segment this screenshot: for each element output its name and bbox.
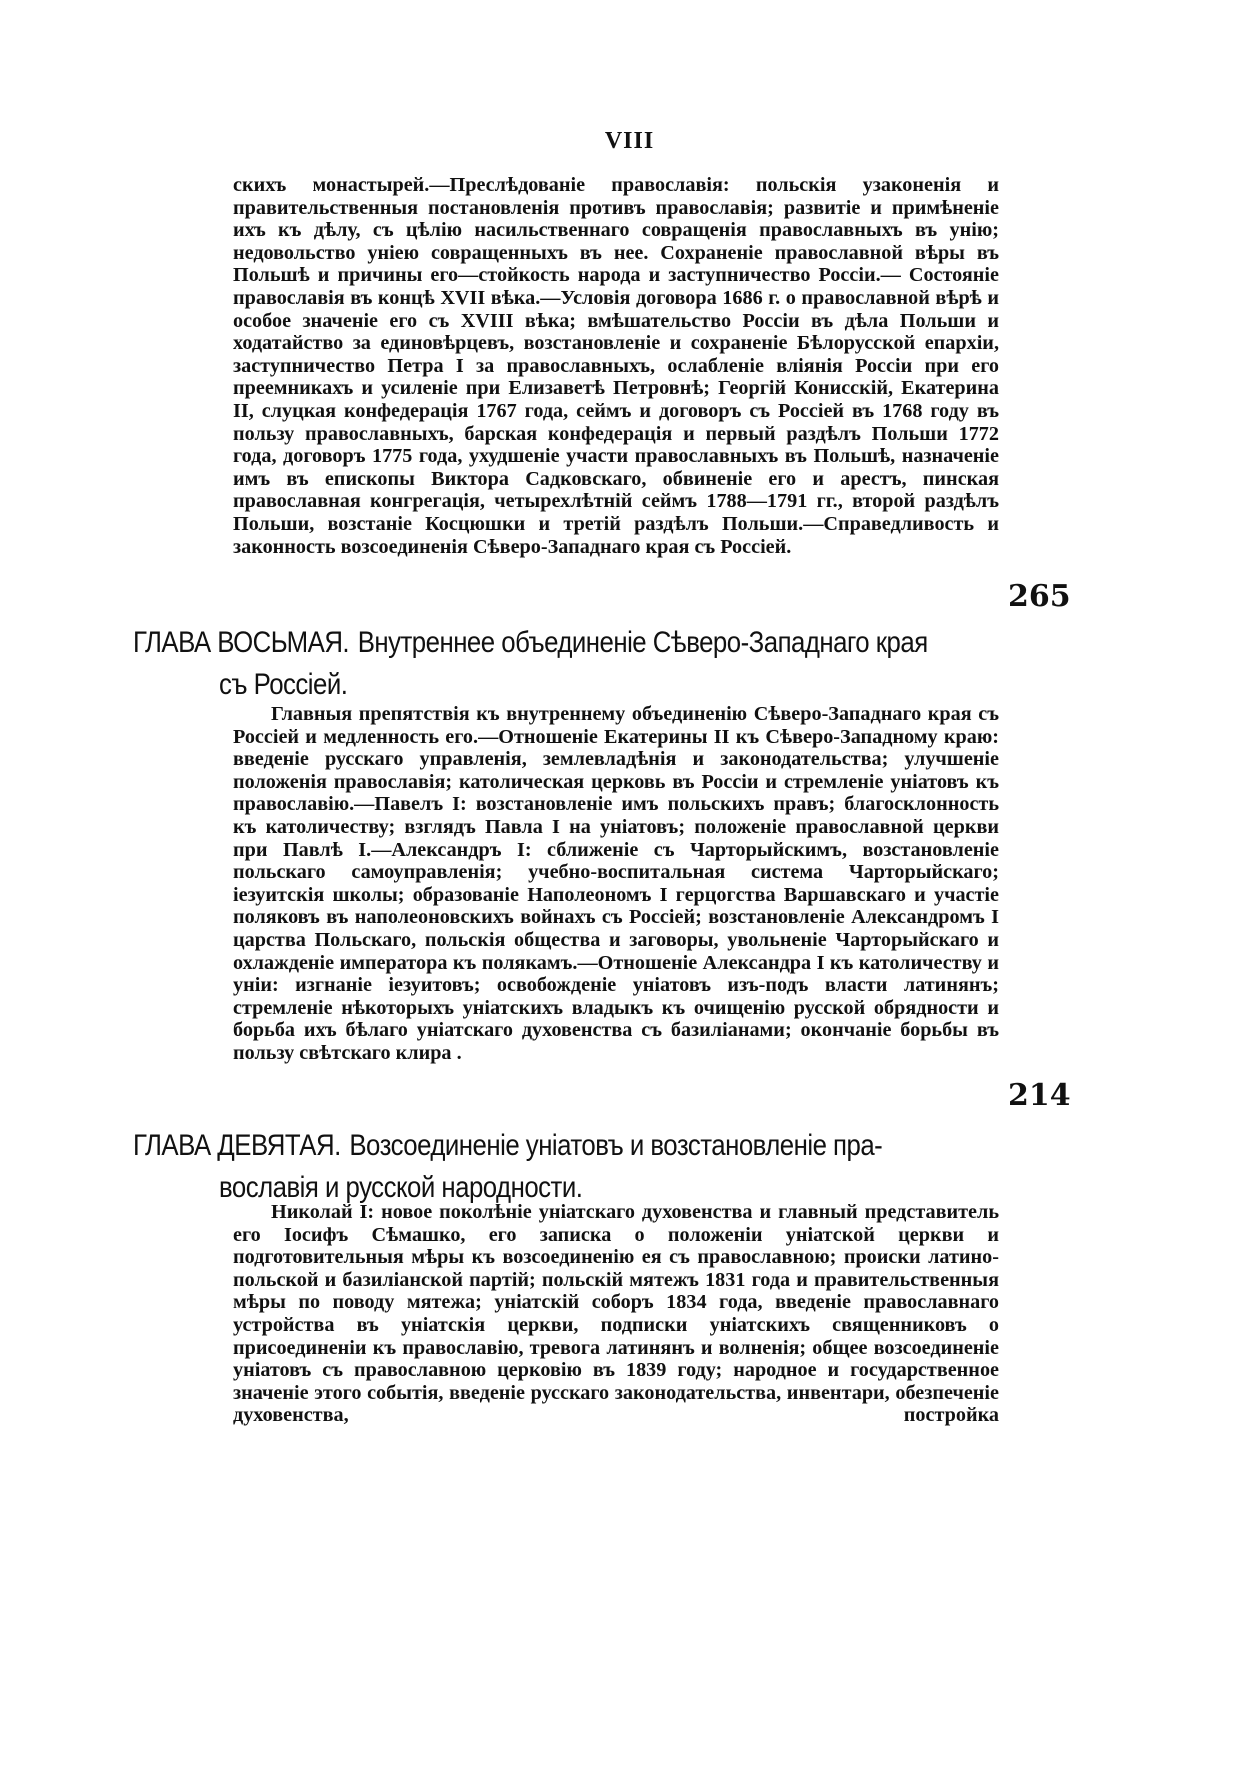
section-prev-page-ref: 265 [1008,579,1071,614]
chapter-8-title-line1: Внутреннее объединеніе Сѣверо-Западнаго края [357,626,928,659]
chapter-9-heading [133,1125,883,1209]
chapter-9-label: ГЛАВА ДЕВЯТАЯ. [133,1129,341,1162]
chapter-8-label: ГЛАВА ВОСЬМАЯ. [133,626,350,659]
chapter-8-title-line2: съ Россіей. [219,668,348,701]
page-number: VIII [604,128,655,154]
chapter-9-title-line2: вославія и русской народности. [219,1171,583,1204]
chapter-9-body: Николай I: новое поколѣніе уніатскаго духовенства и главный представитель его Іосифъ Сѣмашко, его записка о положеніи уніатской церкви и подготовительныя мѣры къ возсоединенію ея съ православною; происки латино-польской и базиліанской партій; польскій мятежъ 1831 года и правительственныя мѣры по поводу мятежа; уніатскій соборъ 1834 года, введеніе православнаго устройства въ уніатскія церкви, подписки уніатскихъ священниковъ о присоединеніи къ православію, тревога латинянъ и волненія; общее возсоединеніе уніатовъ съ православною церковію въ 1839 году; народное и государственное значеніе этого событія, введеніе русскаго законодательства, инвентари, обезпеченіе духовенства, постройка [233,1201,999,1427]
chapter-8-body: Главныя препятствія къ внутреннему объединенію Сѣверо-Западнаго края съ Россіей и медленность его.—Отношеніе Екатерины II къ Сѣверо-Западному краю: введеніе русскаго управленія, землевладѣнія и законодательства; улучшеніе положенія православія; католическая церковь въ Россіи и стремленіе уніатовъ къ православію.—Павелъ I: возстановленіе имъ польскихъ правъ; благосклонность къ католичеству; взглядъ Павла I на уніатовъ; положеніе православной церкви при Павлѣ I.—Александръ I: сближеніе съ Чарторыйскимъ, возстановленіе польскаго самоуправленія; учебно-воспитальная система Чарторыйскаго; іезуитскія школы; образованіе Наполеономъ I герцогства Варшавскаго и участіе поляковъ въ наполеоновскихъ войнахъ съ Россіей; возстановленіе Александромъ I царства Польскаго, польскія общества и заговоры, увольненіе Чарторыйскаго и охлажденіе императора къ полякамъ.—Отношеніе Александра I къ католичеству и уніи: изгнаніе іезуитовъ; освобожденіе уніатовъ изъ-подъ власти латинянъ; стремленіе нѣкоторыхъ уніатскихъ владыкъ къ очищенію русской обрядности и борьба ихъ бѣлаго уніатскаго духовенства съ базиліанами; окончаніе борьбы въ пользу свѣтскаго клира . [233,703,999,1064]
chapter-8-heading [133,622,928,706]
section-prev-text: скихъ монастырей.—Преслѣдованіе православія: польскія узаконенія и правительственныя постановленія противъ православія; развитіе и примѣненіе ихъ къ дѣлу, съ цѣлію насильственнаго совращенія православныхъ въ унію; недовольство уніею совращенныхъ въ нее. Сохраненіе православной вѣры въ Польшѣ и причины его—стойкость народа и заступничество Россіи.— Состояніе православія въ концѣ XVII вѣка.—Условія договора 1686 г. о православной вѣрѣ и особое значеніе его съ XVIII вѣка; вмѣшательство Россіи въ дѣла Польши и ходатайство за единовѣрцевъ, возстановленіе и сохраненіе Бѣлорусской епархіи, заступничество Петра I за православныхъ, ослабленіе вліянія Россіи при его преемникахъ и усиленіе при Елизаветѣ Петровнѣ; Георгій Конисскій, Екатерина II, слуцкая конфедерація 1767 года, сеймъ и договоръ съ Россіей въ 1768 году въ пользу православныхъ, барская конфедерація и первый раздѣлъ Польши 1772 года, договоръ 1775 года, ухудшеніе участи православныхъ въ Польшѣ, назначеніе имъ въ епископы Виктора Садковскаго, обвиненіе его и арестъ, пинская православная конгрегація, четырехлѣтній сеймъ 1788—1791 гг., второй раздѣлъ Польши, возстаніе Косцюшки и третій раздѣлъ Польши.—Справедливость и законность возсоединенія Сѣверо-Западнаго края съ Россіей. [233,174,999,558]
chapter-8-page-ref: 214 [1008,1078,1071,1113]
chapter-9-title-line1: Возсоединеніе уніатовъ и возстановленіе пра- [349,1129,883,1162]
